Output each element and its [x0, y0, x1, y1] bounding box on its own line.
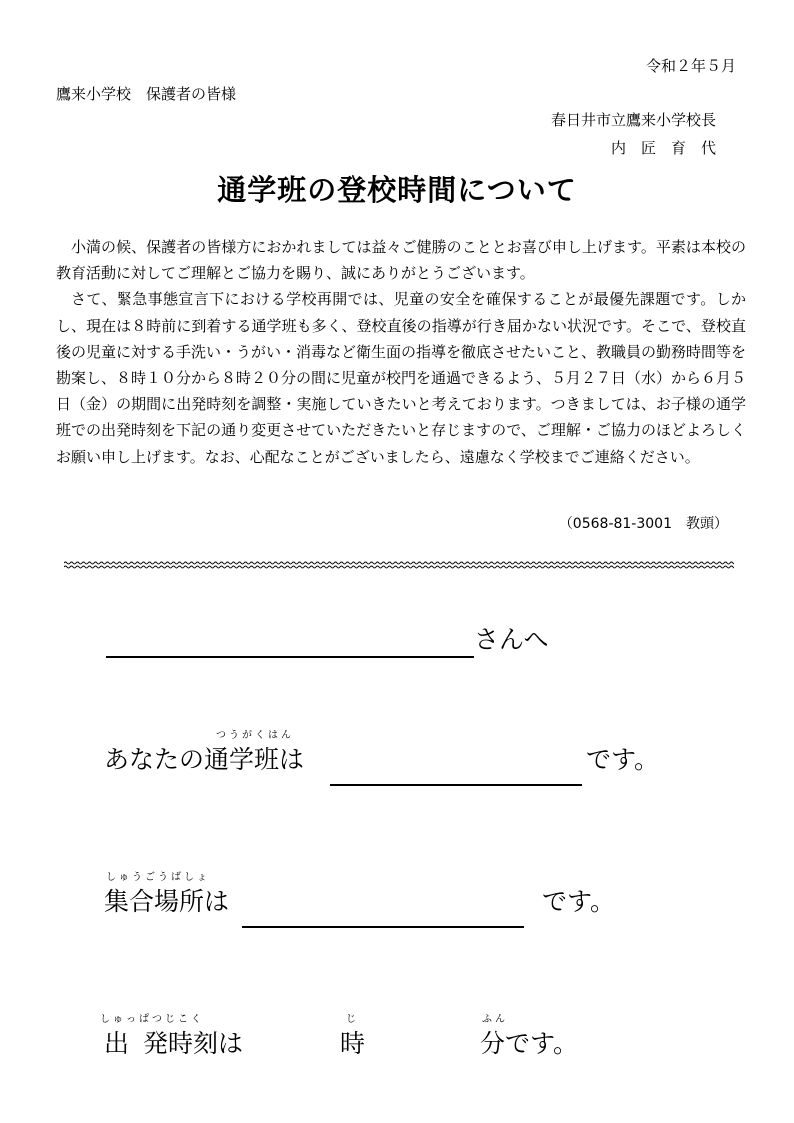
group-ruby: つうがくはん	[216, 730, 294, 741]
notice-paragraph: さて、緊急事態宣言下における学校再開では、児童の安全を確保することが最優先課題です。しかし、現在は８時前に到着する通学班も多く、登校直後の指導が行き届かない状況です。そこで、登校直後の児童に対する手洗い・うがい・消毒など衛生面の指導を徹底させたいこと、教職員の勤務時間等を勘案し、８時１０分から８時２０分の間に児童が校門を通過できるよう、５月２７日（水）から６月５日（金）の期間に出発時刻を調整・実施していきたいと考えております。つきましては、お子様の通学班での出発時刻を下記の通り変更させていただきたいと存じますので、ご理解・ご協力のほどよろしくお願い申し上げます。なお、心配なことがございましたら、遠慮なく学校までご連絡ください。	[56, 290, 747, 466]
wavy-divider	[64, 558, 734, 572]
page-title: 通学班の登校時間について	[217, 173, 577, 207]
recipient-suffix: さんへ	[474, 625, 549, 654]
group-label: あなたの通学班は	[104, 745, 305, 774]
contact-info: （0568-81-3001 教頭）	[558, 516, 728, 532]
minute-suffix: です。	[505, 1029, 579, 1058]
place-ruby: しゅうごうばしょ	[106, 872, 210, 883]
sender-name: 内 匠 育 代	[610, 139, 716, 157]
time-label-part2: 発時刻は	[143, 1029, 244, 1058]
time-ruby: しゅっぱつじこく	[100, 1014, 204, 1025]
place-suffix: です。	[542, 887, 616, 916]
meeting-place-line[interactable]	[242, 926, 524, 928]
sender-title: 春日井市立鷹来小学校長	[550, 111, 716, 129]
letter-body	[56, 234, 746, 470]
addressee: 鷹来小学校 保護者の皆様	[56, 85, 237, 103]
recipient-name-line[interactable]	[106, 656, 474, 658]
hour-ruby: じ	[346, 1014, 359, 1025]
time-label-part1: 出	[104, 1029, 130, 1058]
greeting-paragraph: 小満の候、保護者の皆様方におかれましては益々ご健勝のこととお喜び申し上げます。平素は本校の教育活動に対してご理解とご協力を賜り、誠にありがとうございます。	[56, 238, 746, 283]
place-label: 集合場所は	[104, 887, 230, 916]
minute-ruby: ふん	[482, 1014, 508, 1025]
group-name-line[interactable]	[330, 784, 582, 786]
hour-label: 時	[340, 1029, 366, 1058]
group-suffix: です。	[586, 745, 660, 774]
minute-label: 分	[480, 1029, 506, 1058]
date: 令和２年５月	[645, 57, 736, 75]
